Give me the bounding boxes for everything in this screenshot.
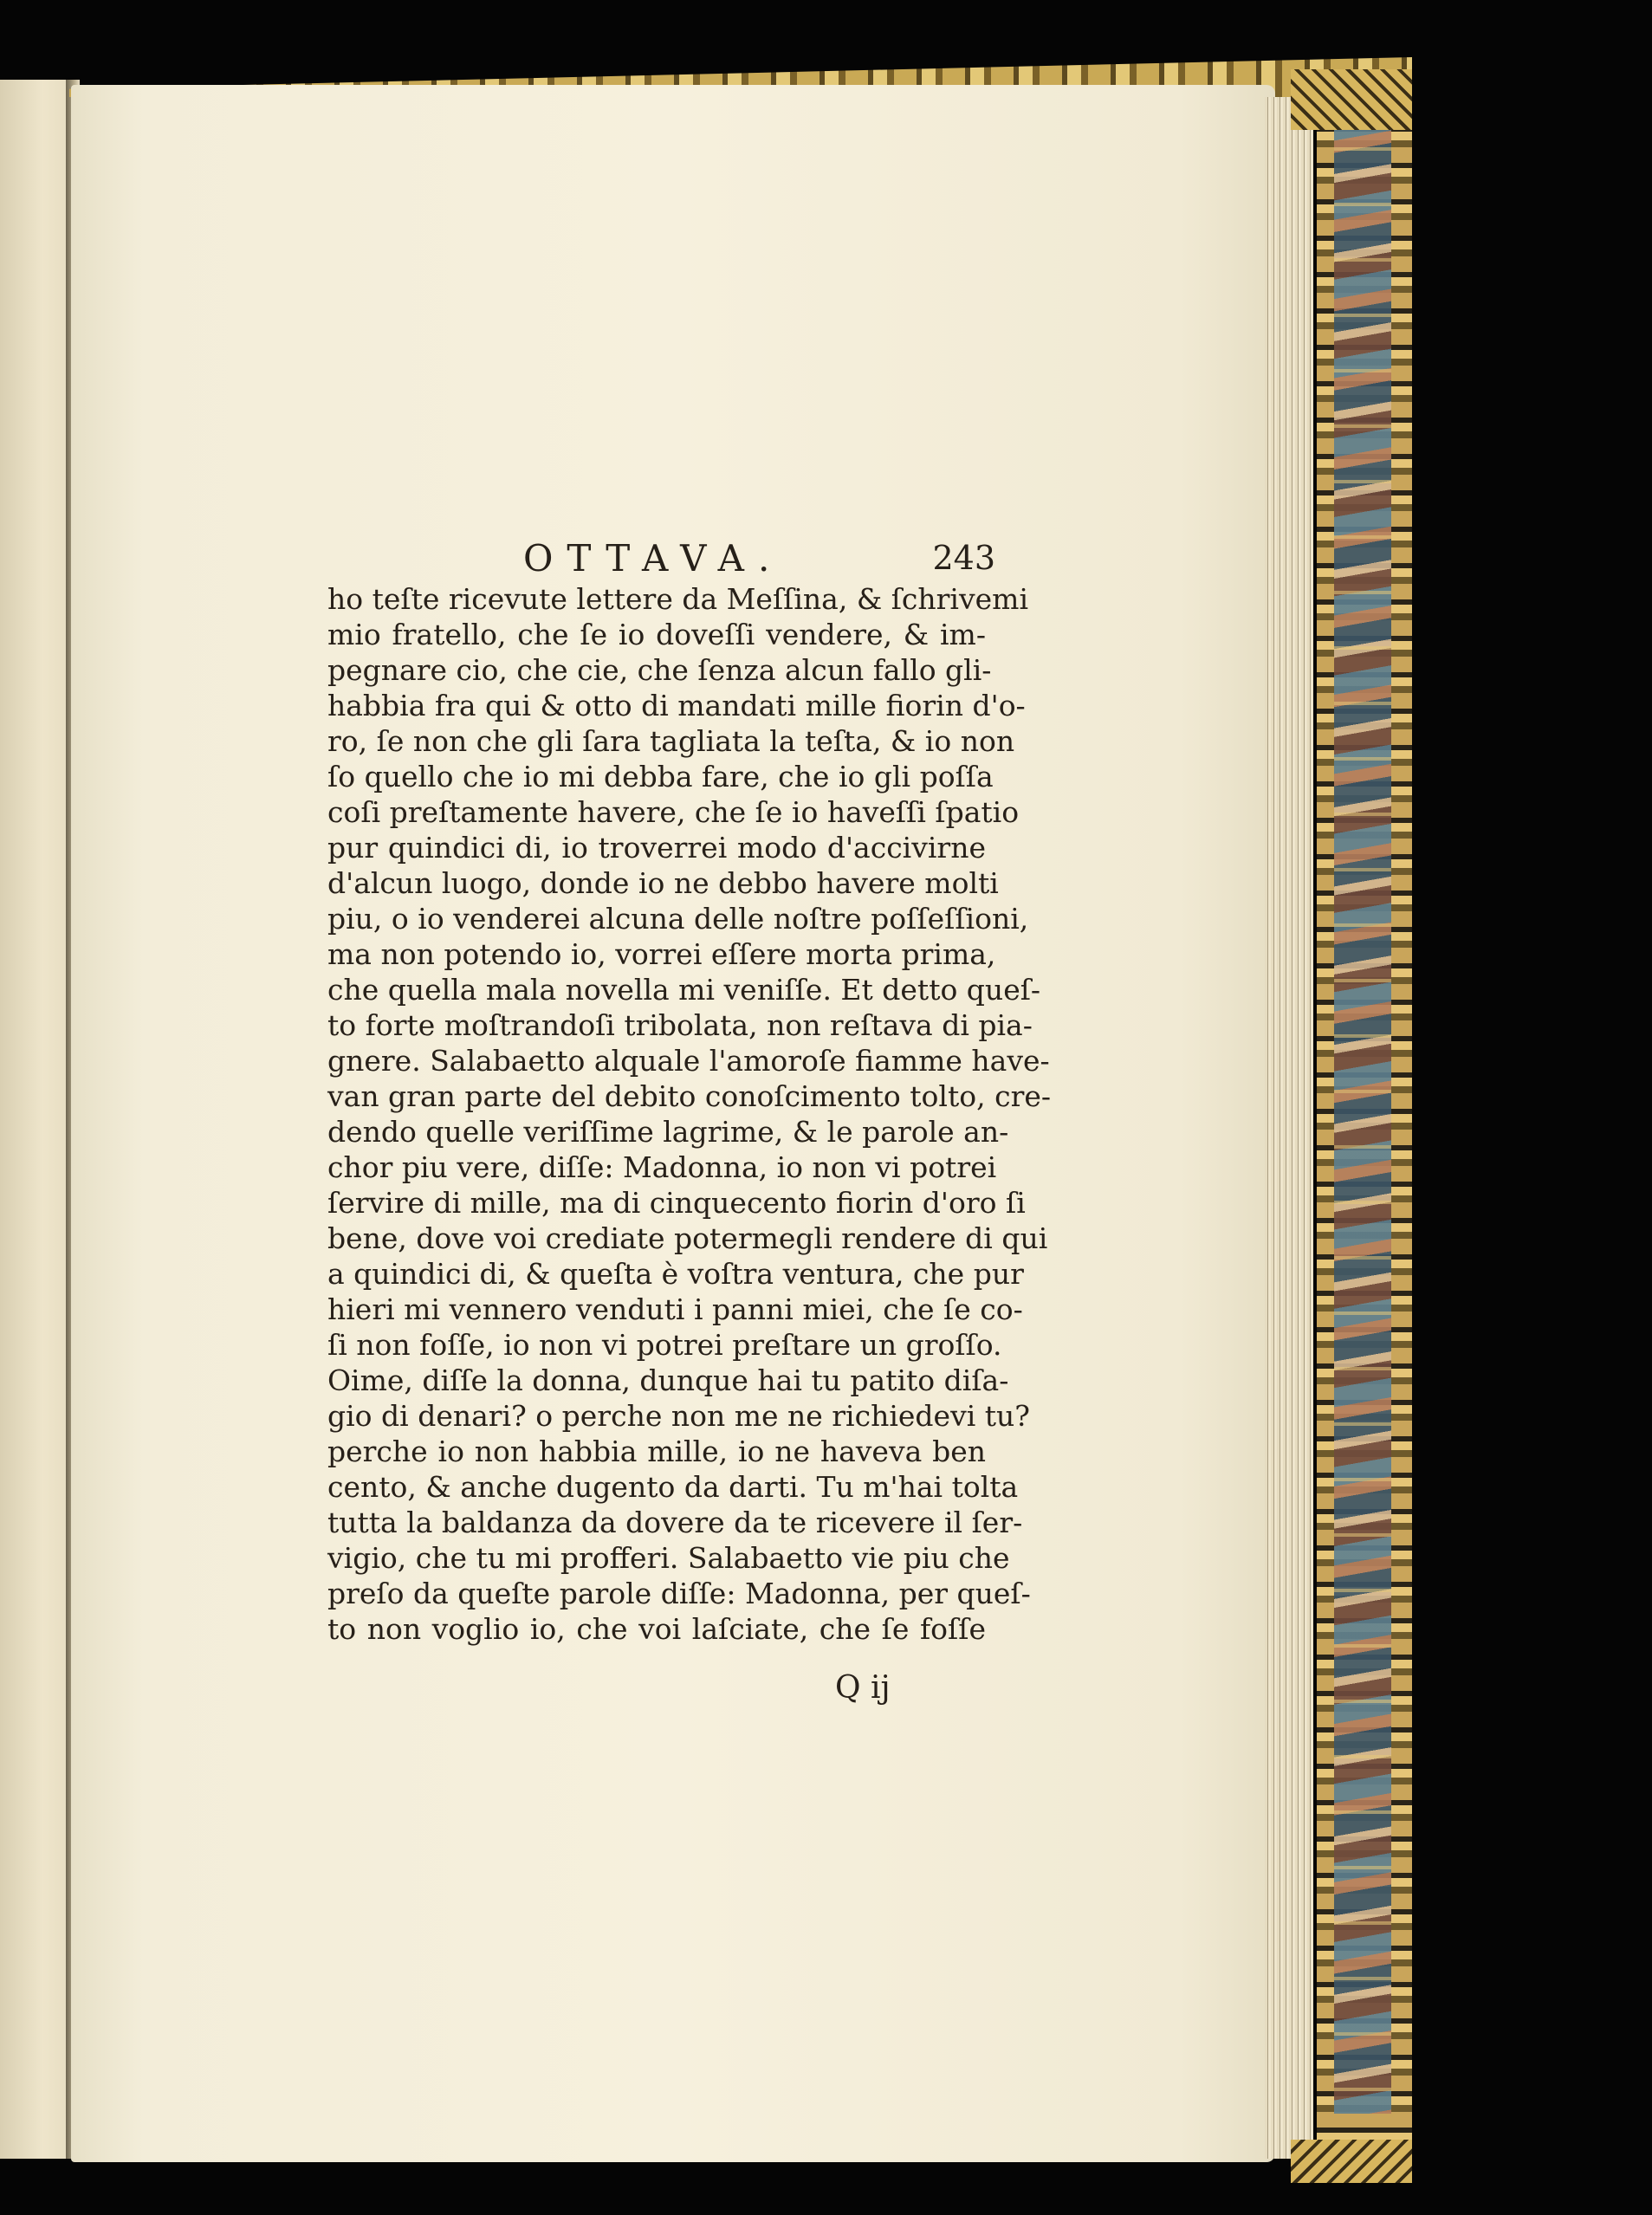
text-line: tutta la baldanza da dovere da te ricevere il ſer- [327, 1506, 1023, 1539]
text-line: d'alcun luogo, donde io ne debbo havere molti [327, 866, 999, 900]
text-line: vigio, che tu mi profferi. Salabaetto vie piu che [327, 1541, 1010, 1575]
page-header [523, 537, 995, 579]
book-page [71, 85, 1275, 2162]
text-line: bene, dove voi crediate potermegli rendere di qui [327, 1221, 1048, 1255]
text-line: ſervire di mille, ma di cinquecento fiorin d'oro ſi [327, 1186, 1026, 1220]
text-line: ho teſte ricevute lettere da Meſſina, & ſchrivemi [327, 582, 1028, 616]
text-line: ma non potendo io, vorrei eſſere morta prima, [327, 937, 996, 971]
text-line: to non voglio io, che voi laſciate, che ſe foſſe [327, 1612, 986, 1646]
text-line: mio fratello, che ſe io doveſſi vendere, & im- [327, 618, 986, 651]
text-line: to forte moſtrandoſi tribolata, non reſtava di pia- [327, 1008, 1033, 1042]
text-line: che quella mala novella mi veniſſe. Et detto queſ- [327, 973, 1041, 1007]
text-line: coſi preſtamente havere, che ſe io haveſſi ſpatio [327, 795, 1020, 829]
left-facing-page [0, 80, 71, 2159]
text-line: cento, & anche dugento da darti. Tu m'hai tolta [327, 1470, 1019, 1504]
text-line: pur quindici di, io troverrei modo d'accivirne [327, 831, 986, 865]
text-line: a quindici di, & queſta è voſtra ventura, che pur [327, 1257, 1024, 1291]
text-line: chor piu vere, diſſe: Madonna, io non vi potrei [327, 1150, 997, 1184]
text-line: dendo quelle veriſſime lagrime, & le parole an- [327, 1115, 1009, 1149]
text-line: perche io non habbia mille, io ne haveva ben [327, 1435, 986, 1468]
text-line: ro, ſe non che gli ſara tagliata la teſta, & io non [327, 724, 1015, 758]
body-text [327, 581, 1052, 1647]
gilt-tooling [1334, 121, 1391, 2114]
gilt-corner-top [1291, 69, 1412, 130]
text-line: hieri mi vennero venduti i panni miei, che ſe co- [327, 1292, 1023, 1326]
text-line: habbia fra qui & otto di mandati mille fiorin d'o- [327, 689, 1026, 722]
text-line: van gran parte del debito conoſcimento tolto, cre- [327, 1079, 1052, 1113]
gilt-corner-bottom [1291, 2140, 1412, 2183]
text-line: ſi non foſſe, io non vi potrei preſtare un groſſo. [327, 1328, 1002, 1362]
page-edges [1265, 97, 1313, 2159]
text-line: gio di denari? o perche non me ne richiedevi tu? [327, 1399, 1030, 1433]
text-line: preſo da queſte parole diſſe: Madonna, per queſ- [327, 1577, 1031, 1610]
text-line: Oime, diſſe la donna, dunque hai tu patito diſa- [327, 1363, 1009, 1397]
text-line: ſo quello che io mi debba fare, che io gli poſſa [327, 760, 994, 793]
text-line: piu, o io venderei alcuna delle noſtre poſſeſſioni, [327, 902, 1029, 936]
running-head: OTTAVA. [523, 537, 784, 580]
text-line: gnere. Salabaetto alquale l'amoroſe fiamme have- [327, 1044, 1050, 1078]
page-number: 243 [932, 539, 995, 577]
text-line: pegnare cio, che cie, che ſenza alcun fallo gli- [327, 653, 992, 687]
signature-mark: Q ij [835, 1670, 891, 1706]
